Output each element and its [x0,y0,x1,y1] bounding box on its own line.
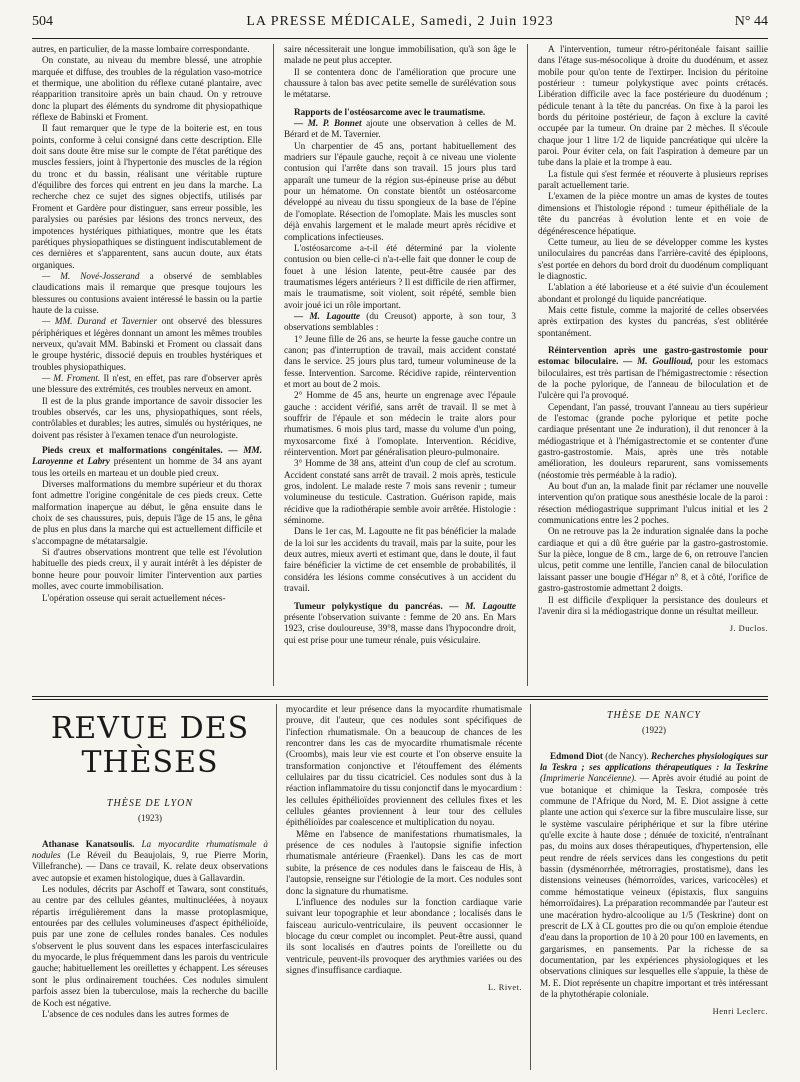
paragraph: Si d'autres observations montrent que telle est l'évolution habituelle des pieds creux, il y aurait intérêt à les dépister de bonne heure pour pouvoir limiter l'intervention aux parties molles, avec courte immobilisation. [32,547,262,592]
section-heading: Pieds creux et malformations congénitales. — [42,445,238,456]
paragraph-text: (du Creusot) apporte, à son tour, 3 observations semblables : [284,310,516,333]
paragraph: L'examen de la pièce montre un amas de kystes de toutes dimensions et l'histologie répond : tumeur épithéliale de la tête du pancréas à évolution lente et en voie de dégénérescence hépatique. [538,191,768,236]
paragraph-text: pour les estomacs biloculaires, est très partisan de l'hémigastrectomie : résection de la poche pylorique, de l'anneau de biloculation et de l'ulcère qui l'a provoqué. [538,356,768,401]
paragraph-text: a observé de semblables claudications mais il remarque que presque toujours les blessures ou contusions avaient intéressé le bassin ou la partie haute de la cuisse. [32,270,262,315]
paragraph [32,271,262,316]
section-heading: Tumeur polykystique du pancréas. [294,600,443,611]
section-paragraph [284,601,516,646]
paragraph: Cependant, l'an passé, trouvant l'anneau au tiers supérieur de l'estomac (grande poche pylorique et petite poche cardiaque présentant une 2e induration), il dut renoncer à la médiogastrique et à l'hémigastrectomie et se contenter d'une gastro-gastrostomie. Mais, après une très notable amélioration, les douleurs reparurent, sans vomissements (néostomie très perméable à la radio). [538,401,768,480]
section-rule-double [32,699,768,700]
thesis-lyon-column [32,704,268,1076]
paragraph: 1° Jeune fille de 26 ans, se heurte la fesse gauche contre un canon; pas d'interruption de travail, mais accident constaté dans le service. 25 jours plus tard, tumeur volumineuse de la fesse. Intervention. Sarcome. Récidive rapide, réintervention et mort au bout de 2 mois. [284,333,516,389]
section-heading: Réintervention après une gastro-gastrostomie pour estomac biloculaire. [538,344,768,367]
paragraph [540,751,768,1001]
paragraph [284,311,516,334]
section-title: REVUE DES THÈSES [50,711,250,780]
section-heading: Rapports de l'ostéosarcome avec le traumatisme. [294,106,486,117]
paragraph: L'absence de ces nodules dans les autres formes de [42,1008,229,1019]
paragraph-text: présentent un homme de 34 ans ayant tous les orteils en marteau et un double pied creux. [32,456,262,478]
thesis-title: THÈSE DE NANCY [606,710,701,721]
author-name: — MM. Durand et Tavernier [42,316,158,327]
author-name: — M. Lagoutte [294,310,360,321]
page-number: 504 [32,14,53,29]
paragraph: Il est difficile d'expliquer la persistance des douleurs et l'avenir dira si la médiogastrique donne un résultat meilleur. [538,594,768,616]
thesis-work: La myocardite rhumatismale à nodules [32,838,268,861]
paragraph: Les nodules, décrits par Aschoff et Tawara, sont constitués, au centre par des cellules géantes, multinucléées, à noyaux répartis irrégulièrement dans la masse protoplasmique, entourées par des cellules volumineuses d'aspect épithélioïde, puis par une zone de cellules rondes banales. Ces nodules s'observent le plus souvent dans les espaces interfasciculaires du myocarde, le plus fréquemment dans les parois du ventricule gauche; habituellement les oreillettes y échappent. Les séreuses sont le plus ordinairement touchées. Ces nodules simulent parfois assez bien la tuberculose, mais la recherche du bacille de Koch est négative. [32,884,268,1008]
section-rule [32,696,768,697]
paragraph: Cette tumeur, au lieu de se développer comme les kystes uniloculaires du pancréas dans l'arrière-cavité des épiploons, s'est portée en dehors du bord droit du duodénum compliquant le diagnostic. [538,236,768,281]
thesis-year: (1922) [642,725,666,736]
author-name: — M. Froment. [42,372,101,383]
column-divider [273,44,274,686]
paragraph: autres, en particulier, de la masse lombaire correspondante. [32,44,250,54]
paragraph-text: présente l'observation suivante : femme de 20 ans. En Mars 1923, crise douloureuse, 39°8, masse dans l'hypocondre droit, qui est prise pour une tumeur rénale, puis vésiculaire. [284,611,516,645]
column-2 [284,44,516,692]
thesis-author: Athanase Kanatsoulis. [42,838,135,849]
section-paragraph [32,445,262,479]
thesis-year: (1923) [138,813,162,824]
paragraph [32,839,268,884]
paragraph: L'influence des nodules sur la fonction cardiaque varie suivant leur topographie et leur abondance ; localisés dans le faisceau auriculo-ventriculaire, ils peuvent occasionner le blocage du cœur complet ou incomplet. Peut-être aussi, quand ils sont localisés en d'autres points de l'oreillette ou du ventricule, peuvent-ils provoquer des arythmies variées ou des signes d'insuffisance cardiaque. [286,896,522,975]
author-name: — M. Nové-Josserand [42,270,140,281]
paragraph-text: ajoute une observation à celles de M. Bérard et de M. Tavernier. [284,118,516,140]
column-divider [276,704,277,1070]
paragraph: On ne retrouve pas la 2e induration signalée dans la poche cardiaque et qui a dû être guérie par la gastro-gastrostomie. Sur la pièce, longue de 8 cm., large de 6, on retrouve l'ancien ulcus, petit comme une lentille, l'ancien canal de biloculation laissant passer une bougie d'Hégar n° 8, et à côté, l'orifice de gastro-gastrostomie admettant 2 doigts. [538,526,768,594]
paragraph: Il se contentera donc de l'amélioration que procure une chaussure à talon bas avec petite semelle de surélévation sous le métatarse. [284,66,516,100]
paragraph: saire nécessiterait une longue immobilisation, qu'à son âge le malade ne peut plus accepter. [284,44,516,66]
thesis-work: Recherches physiologiques sur la Teskra ; ses applications thérapeutiques : la Teskrine [540,750,768,773]
paragraph: L'ablation a été laborieuse et a été suivie d'un écoulement abondant et prolongé du liquide pancréatique. [538,282,768,304]
thesis-place: (de Nancy). [602,750,649,761]
journal-title: LA PRESSE MÉDICALE, Samedi, 2 Juin 1923 [246,14,554,29]
paragraph [32,373,262,396]
column-divider [530,704,531,1070]
paragraph-text: ont observé des blessures périphériques et légères donnant un amont les mêmes troubles nerveux, qu'avait MM. Babinski et Froment ou classait dans le groupe hystéric, dissocié depuis en troubles hystériques et troubles physiopathiques. [32,316,262,372]
paragraph: L'ostéosarcome a-t-il été déterminé par la violente contusion ou bien celle-ci n'a-t-elle fait que donner le coup de fouet à une lésion latente, peut-être causée par des traumatismes légers antérieurs ? Il est difficile de rien affirmer, mais le traumatisme, soit violent, soit répété, semble bien avoir joué ici un rôle important. [284,242,516,310]
paragraph-text: — Dans ce travail, K. relate deux observations avec autopsie et examen histologique, dues à Gallavardin. [32,861,268,883]
thesis-lyon-continued [286,704,522,1076]
page-header [32,14,768,34]
thesis-author: Edmond Diot [550,750,603,761]
column-divider [527,44,528,686]
author-name: MM. Laroyenne et Labry [32,445,262,467]
paragraph: Il faut remarquer que le type de la boiterie est, en tous points, conforme à celui consigné dans cette description. Elle doit sans doute être mise sur le compte de l'état parétique des muscles fessiers, joint à l'hypertonie des muscles de la région du tronc et du bassin, réalisant une véritable rupture d'équilibre des forces qui entrent en jeu dans la marche. La recherche chez ce sujet des signes objectifs, utilisés par Froment et Gardère pour distinguer, sans erreur possible, les paralysies ou parésies par lésions des troncs nerveux, des impotences hystériques pithiatiques, montre que les états parétiques physiopathiques se distinguent indiscutablement de ces dernières et s'apparentent, sans aucun doute, aux états organiques. [32,123,262,270]
paragraph: L'opération osseuse qui serait actuellement néces- [42,592,226,603]
paragraph: Un charpentier de 45 ans, portant habituellement des madriers sur l'épaule gauche, reçoit à ce niveau une violente contusion qui l'arrête dans son travail. 15 jours plus tard apparaît une tumeur de la région sus-épineuse prise au début pour un hématome. On constate bientôt un ostéosarcome développé au niveau du tissu spongieux de la base de l'épine de l'omoplate. Résection de l'omoplate. Mais les muscles sont déjà envahis largement et le malade meurt après récidive et complications infectieuses. [284,140,516,242]
signature: J. Duclos. [729,624,768,634]
paragraph [32,316,262,373]
paragraph: Au bout d'un an, la malade finit par réclamer une nouvelle intervention qu'on pratique sous anesthésie locale de la paroi : résection médiogastrique supprimant l'ulcus initial et les 2 communications entre les 2 poches. [538,481,768,526]
author-name: — M. P. Bonnet [294,118,362,129]
column-3 [538,44,768,692]
signature: Henri Leclerc. [712,1007,768,1017]
thesis-title: THÈSE DE LYON [106,798,194,809]
paragraph: Diverses malformations du membre supérieur et du thorax font admettre l'origine congénitale de ces pieds creux. Cette malformation inaperçue au début, le gêna ensuite dans le choix de ses chaussures, puis, depuis l'âge de 15 ans, le gêna de plus en plus dans la marche qui est actuellement difficile et s'accompagne de métatarsalgie. [32,479,262,546]
author-name: — M. Goullioud, [618,356,693,367]
paragraph: Mais cette fistule, comme la majorité de celles observées après extirpation des kystes du pancréas, s'est oblitérée spontanément. [538,304,768,338]
paragraph: On constate, au niveau du membre blessé, une atrophie marquée et diffuse, des troubles de la régulation vaso-motrice et thermique, une abolition du réflexe cutané plantaire, avec réapparition transitoire après un bain chaud. On y retrouve donc la plupart des éléments du syndrome dit physiopathique réflexe de Babinski et Froment. [32,55,262,123]
paragraph: A l'intervention, tumeur rétro-péritonéale faisant saillie dans l'étage sus-mésocolique à droite du duodénum, et assez mobile pour qu'on tente de l'extirper. Incision du péritoine postérieur : tumeur polykystique avec points crétacés. Libération difficile avec la face postérieure du duodénum ; pédicule tenant à la tête du pancréas. On fixe à la paroi les bords du péritoine postérieur, de façon à exclure la cavité occupée par la tumeur. On draine par 2 mèches. Il s'écoule chaque jour 1 litre 1/2 de liquide pancréatique qui ulcère la paroi. Pour éviter cela, on fait l'aspiration à demeure par un tube dans la plaie et la trompe à eau. [538,44,768,168]
paragraph-text: Il n'est, en effet, pas rare d'observer après une blessure des extrémités, ces troubles nerveux en amont. [32,372,262,395]
section-paragraph [538,345,768,402]
paragraph: Il est de la plus grande importance de savoir dissocier les troubles observés, car les uns, physiopathiques, sont réels, contrôlables et durables; les autres, simulés ou hystériques, ne doivent pas résister à l'examen tenace d'un neurologiste. [32,395,262,440]
author-name: — M. Lagoutte [442,600,516,611]
paragraph: Même en l'absence de manifestations rhumatismales, la présence de ces nodules à l'autopsie signifie infection rhumatismale antérieure (Fraenkel). Dans les cas de mort subite, la présence de ces nodules dans le faisceau de His, à l'autopsie, renseigne sur l'étiologie de la mort. Ces nodules sont donc la signature du rhumatisme. [286,828,522,896]
signature: L. Rivet. [487,983,522,993]
paragraph: Dans le 1er cas, M. Lagoutte ne fit pas bénéficier la malade de la loi sur les accidents du travail, mais par la suite, pour les deux autres, mieux averti et estimant que, dans le doute, il faut faire bénéficier la victime de cet ensemble de probabilités, il considéra les lésions comme consécutives à un accident du travail. [284,526,516,594]
issue-number: N° 44 [734,14,768,29]
header-rule [32,38,768,39]
thesis-publisher: (Le Réveil du Beaujolais, 9, rue Pierre Morin, Villefranche). [32,850,268,872]
paragraph: 3° Homme de 38 ans, atteint d'un coup de clef au scrotum. Accident constaté sans arrêt de travail. 2 mois après, testicule gros, indolent. Le malade reste 7 mois sans revenir ; tumeur volumineuse du testicule. Castration. Guérison rapide, mais récidive que la radiothérapie semble avoir arrêtée. Histologie : séminome. [284,458,516,526]
paragraph: La fistule qui s'est fermée et réouverte à plusieurs reprises paraît actuellement tarie. [538,168,768,191]
thesis-nancy-column [540,704,768,1076]
paragraph-text: — Après avoir étudié au point de vue botanique et chimique la Teskra, composée très commune de l'Afrique du Nord, M. E. Diot assigne à cette plante une action qui s'exerce sur la fibre musculaire lisse, sur le système vasculaire périphérique et sur la fibre utérine qu'elle excite à haute dose ; dénuée de toxicité, n'entraînant pas, du moins aux doses thérapeutiques, d'hypertension, elle peut rendre de réels services dans les congestions du petit bassin (dysménorrhée, métrorragies, prostatisme), dans les distensions veineuses (hémorroïdes, varices, varicocèles) et comme hémostatique veineux (épistaxis, flux sanguins hémorroïdaires). La préparation recommandée par l'auteur est une macération hydro-alcoolique au 1/5 (Teskrine) dont on prescrit de LX à CL gouttes pro die ou qu'on emploie étendue d'eau dans la proportion de 10 à 20 pour 100 en lavements, en gargarismes, en pansements. Par la richesse de sa documentation, par les expériences physiologiques et les observations cliniques sur lesquelles elle s'appuie, la thèse de M. E. Diot représente un chapitre important et très intéressant de la phytothérapie coloniale. [540,773,768,999]
paragraph [284,118,516,141]
paragraph: 2° Homme de 45 ans, heurte un engrenage avec l'épaule gauche : accident vérifié, sans arrêt de travail. Il se met à souffrir de l'épaule et son médecin le traite alors pour rhumatismes. 6 mois plus tard, masse du volume d'un poing, myxosarcome fixé à l'omoplate. Intervention. Récidive, réintervention. Mort par généralisation pleuro-pulmonaire. [284,390,516,458]
column-1 [32,44,262,692]
paragraph: myocardite et leur présence dans la myocardite rhumatismale prouve, dit l'auteur, que ces nodules sont spécifiques de l'infection rhumatismale. On a beaucoup de chances de les rencontrer dans les cas de myocardite rhumatismale récente (Croombs), mais leur vie est courte et l'on observe ensuite la transformation conjonctive et l'étouffement des éléments cellulaires par du tissu cicatriciel. Ces nodules sont dus à la réaction inflammatoire du tissu conjonctif dans le myocardium : les cellules épithélioïdes proviennent des cellules fixes et les cellules géantes proviennent à leur tour des cellules épithélioïdes par coalescence et multiplication du noyau. [286,704,522,828]
thesis-publisher: (Imprimerie Nancéienne). [540,773,637,784]
